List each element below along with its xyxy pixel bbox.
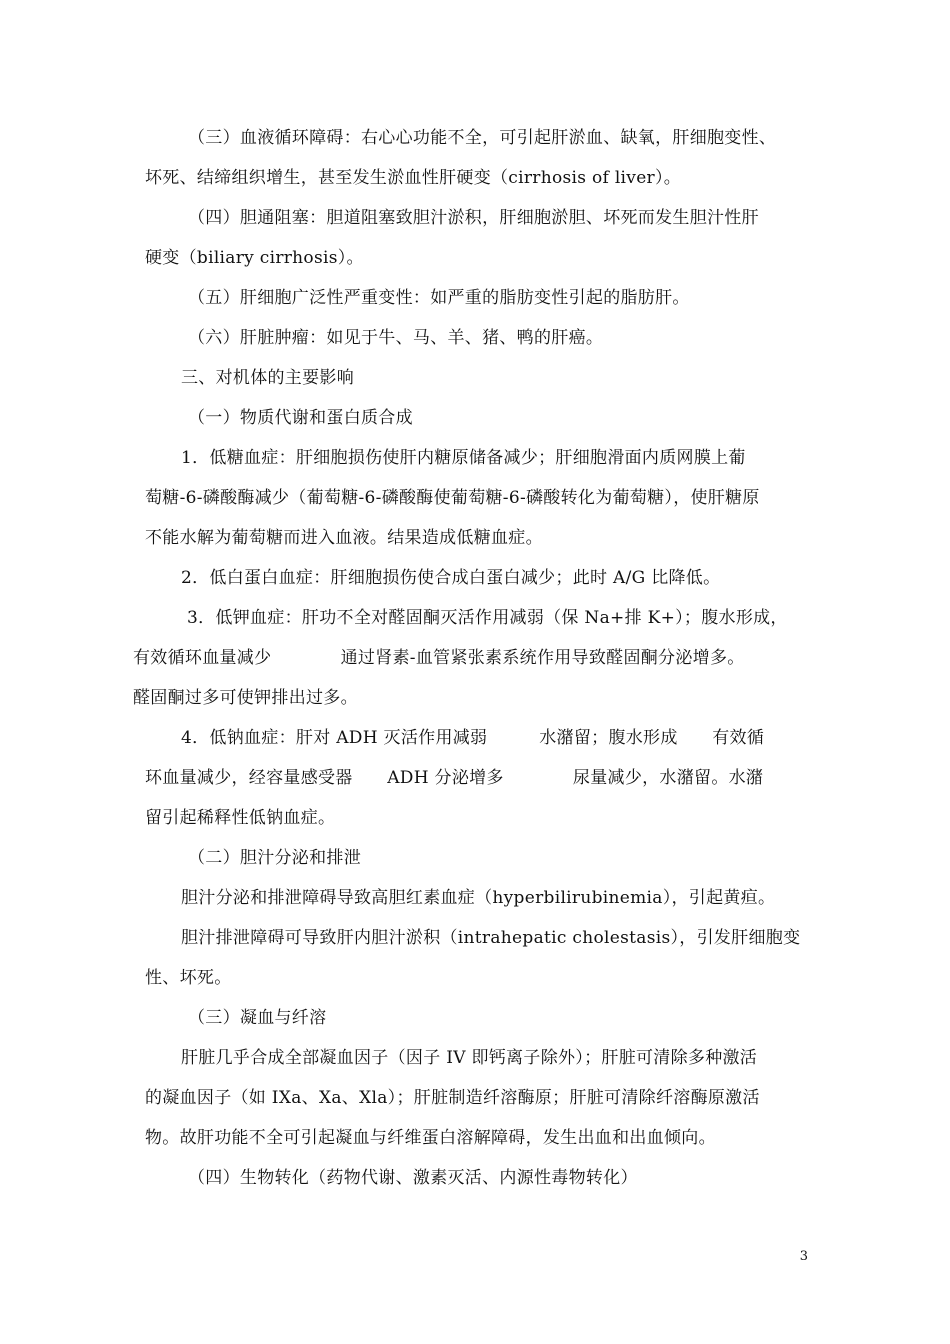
text-line: 留引起稀释性低钠血症。 (145, 808, 336, 828)
text-line: （三）血液循环障碍：右心心功能不全，可引起肝淤血、缺氧，肝细胞变性、 (188, 128, 777, 148)
text-line: 4．低钠血症：肝对 ADH 灭活作用减弱 水潴留；腹水形成 有效循 (181, 728, 765, 748)
text-line: 胆汁排泄障碍可导致肝内胆汁淤积（intrahepatic cholestasis），引发肝细胞变 (181, 928, 801, 948)
section-heading: 三、对机体的主要影响 (181, 368, 354, 388)
subsection-heading: （一）物质代谢和蛋白质合成 (188, 408, 413, 428)
text-line: 坏死、结缔组织增生，甚至发生淤血性肝硬变（cirrhosis of liver）。 (145, 168, 682, 188)
subsection-heading: （二）胆汁分泌和排泄 (188, 848, 361, 868)
text-line: （六）肝脏肿瘤：如见于牛、马、羊、猪、鸭的肝癌。 (188, 328, 604, 348)
page-number: 3 (799, 1249, 808, 1264)
text-line: 有效循环血量减少 通过肾素-血管紧张素系统作用导致醛固酮分泌增多。 (133, 648, 745, 668)
text-line: 的凝血因子（如 IXa、Xa、Xla）；肝脏制造纤溶酶原；肝脏可清除纤溶酶原激活 (145, 1088, 760, 1108)
text-line: 萄糖-6-磷酸酶减少（葡萄糖-6-磷酸酶使葡萄糖-6-磷酸转化为葡萄糖），使肝糖原 (145, 488, 760, 508)
text-line: 硬变（biliary cirrhosis）。 (145, 248, 364, 268)
text-line: 1．低糖血症：肝细胞损伤使肝内糖原储备减少；肝细胞滑面内质网膜上葡 (181, 448, 746, 468)
text-line: （五）肝细胞广泛性严重变性：如严重的脂肪变性引起的脂肪肝。 (188, 288, 690, 308)
text-line: （四）胆通阻塞：胆道阻塞致胆汁淤积，肝细胞淤胆、坏死而发生胆汁性肝 (188, 208, 759, 228)
text-line: 不能水解为葡萄糖而进入血液。结果造成低糖血症。 (145, 528, 543, 548)
text-line: 性、坏死。 (145, 968, 232, 988)
text-line: 3．低钾血症：肝功不全对醛固酮灭活作用减弱（保 Na+排 K+）；腹水形成， (187, 608, 788, 628)
text-line: 肝脏几乎合成全部凝血因子（因子 IV 即钙离子除外）；肝脏可清除多种激活 (181, 1048, 758, 1068)
text-line: 胆汁分泌和排泄障碍导致高胆红素血症（hyperbilirubinemia），引起黄疸。 (181, 888, 776, 908)
text-line: 环血量减少，经容量感受器 ADH 分泌增多 尿量减少，水潴留。水潴 (145, 768, 764, 788)
subsection-heading: （四）生物转化（药物代谢、激素灭活、内源性毒物转化） (188, 1168, 638, 1188)
subsection-heading: （三）凝血与纤溶 (188, 1008, 327, 1028)
text-line: 醛固酮过多可使钾排出过多。 (133, 688, 358, 708)
text-line: 2．低白蛋白血症：肝细胞损伤使合成白蛋白减少；此时 A/G 比降低。 (181, 568, 721, 588)
text-line: 物。故肝功能不全可引起凝血与纤维蛋白溶解障碍，发生出血和出血倾向。 (145, 1128, 716, 1148)
